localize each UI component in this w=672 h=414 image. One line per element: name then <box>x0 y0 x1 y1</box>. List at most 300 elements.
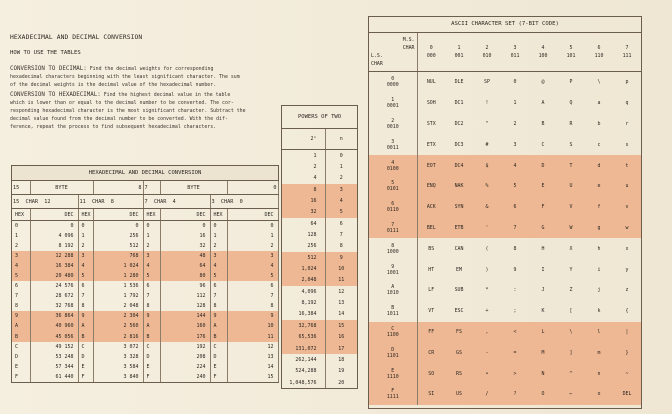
ascii-char-cell: u <box>613 176 641 197</box>
ascii-row <box>369 238 641 259</box>
dec-cell: 0 <box>30 221 78 232</box>
ms-char-header: 2 010 <box>473 33 501 72</box>
ascii-char-cell: GS <box>445 342 473 363</box>
dec-cell: 2 <box>227 241 278 251</box>
power-value: 4 <box>282 173 325 184</box>
power-value: 16,384 <box>282 309 325 320</box>
ascii-char-cell: m <box>585 342 613 363</box>
exponent-value: 3 <box>325 184 357 195</box>
ascii-char-cell: 9 <box>513 266 517 273</box>
ascii-row <box>369 114 641 135</box>
byte-header-row <box>12 181 278 195</box>
ascii-char-cell: N <box>529 363 557 384</box>
dec-cell: 64 <box>160 261 210 271</box>
dec-cell: 28 672 <box>30 291 78 301</box>
powers-grid <box>282 129 357 388</box>
dec-cell: 1 024 <box>93 261 143 271</box>
power-value: 1,048,576 <box>282 377 325 388</box>
conv-decimal-line: Find the decimal weights for corresponding <box>89 66 214 72</box>
ascii-char-cell: e <box>585 176 613 197</box>
ascii-char-cell: - <box>473 342 501 363</box>
ascii-row <box>369 363 641 384</box>
powers-row <box>282 366 357 377</box>
ascii-char-cell: F <box>529 197 557 218</box>
ascii-row <box>369 197 641 218</box>
dec-cell: 32 <box>160 241 210 251</box>
power-value: 524,288 <box>282 366 325 377</box>
ascii-char-cell: " <box>485 120 489 127</box>
powers-row <box>282 241 357 252</box>
conv-hex-heading: CONVERSION TO HEXADECIMAL: <box>10 92 101 98</box>
conv-row <box>12 352 278 362</box>
ascii-char-cell: D <box>529 155 557 176</box>
powers-row <box>282 184 357 195</box>
hex-cell: 0 <box>210 221 227 232</box>
hex-cell: B <box>210 332 227 342</box>
ascii-char-cell: H <box>541 245 545 252</box>
conv-row <box>12 231 278 241</box>
ls-char-cell: 3 0011 <box>369 134 417 155</box>
bit-label: 7 <box>143 181 160 195</box>
ascii-char-cell: J <box>541 287 545 294</box>
ascii-char-cell: + <box>485 308 489 315</box>
exponent-value: 20 <box>338 379 345 386</box>
ls-char-cell: D 1101 <box>369 342 417 363</box>
ls-char-cell: 2 0010 <box>369 114 417 135</box>
dec-cell: 16 384 <box>30 261 78 271</box>
power-value: 262,144 <box>282 354 325 365</box>
hex-cell: 2 <box>210 241 227 251</box>
ascii-char-cell: K <box>541 308 545 315</box>
ms-char-header: 4 100 <box>529 33 557 72</box>
ascii-char-cell: ← <box>557 384 585 405</box>
hex-cell: E <box>210 362 227 372</box>
dec-cell: 40 960 <box>30 321 78 331</box>
ascii-char-cell: SYN <box>445 197 473 218</box>
hex-cell: 1 <box>210 231 227 241</box>
ascii-character-set-table <box>368 16 642 409</box>
ascii-row <box>369 218 641 239</box>
ascii-char-cell: DC2 <box>454 120 464 127</box>
ascii-char-cell: ; <box>513 308 517 315</box>
hex-cell: D <box>143 352 160 362</box>
ascii-char-cell: L <box>529 322 557 343</box>
conv-hex-line: decimal value found from the decimal number to be converted. With the dif- <box>10 116 228 122</box>
exponent-value: 16 <box>325 332 357 343</box>
ascii-char-cell: SI <box>417 384 445 405</box>
ascii-char-cell: { <box>625 308 629 315</box>
dec-cell: 12 288 <box>30 251 78 261</box>
powers-row <box>282 161 357 172</box>
ascii-char-cell: U <box>557 176 585 197</box>
dec-cell: 15 <box>227 372 278 382</box>
hex-cell: 8 <box>12 301 30 311</box>
ascii-char-cell: ) <box>485 266 489 273</box>
ascii-char-cell: f <box>585 197 613 218</box>
hex-cell: 0 <box>143 221 160 232</box>
hex-cell: 6 <box>210 281 227 291</box>
col-header: HEX <box>12 209 30 221</box>
hex-cell: B <box>12 332 30 342</box>
ascii-char-cell: FF <box>417 322 445 343</box>
ascii-char-cell: ( <box>485 245 489 252</box>
col-header: DEC <box>93 209 143 221</box>
ls-char-cell: 8 1000 <box>369 238 417 259</box>
hex-cell: 8 <box>143 301 160 311</box>
char-group: 3 CHAR 0 <box>210 195 278 209</box>
ascii-char-cell: ACK <box>417 197 445 218</box>
hex-cell: F <box>12 372 30 382</box>
ascii-char-cell: B <box>541 120 545 127</box>
hex-cell: 4 <box>78 261 93 271</box>
ascii-char-cell: 6 <box>501 197 529 218</box>
power-value: 4,096 <box>282 286 325 297</box>
ascii-char-cell: • <box>473 363 501 384</box>
exponent-value: 1 <box>339 164 343 171</box>
exponent-value: 8 <box>339 243 343 250</box>
hex-cell: 2 <box>12 241 30 251</box>
col-header: DEC <box>30 209 78 221</box>
dec-cell: 0 <box>227 221 278 232</box>
ascii-char-cell: d <box>585 155 613 176</box>
ascii-char-cell: ETX <box>426 141 436 148</box>
powers-row <box>282 252 357 263</box>
conv-row <box>12 241 278 251</box>
ascii-char-cell: & <box>473 197 501 218</box>
hex-cell: F <box>210 372 227 382</box>
hex-cell: B <box>78 332 93 342</box>
ms-char-header: 7 111 <box>613 33 641 72</box>
exponent-value: 17 <box>325 343 357 354</box>
ascii-char-cell: DLE <box>454 79 464 86</box>
hex-cell: 5 <box>143 271 160 281</box>
hex-cell: A <box>210 321 227 331</box>
hex-cell: C <box>78 342 93 352</box>
ascii-char-cell: ~ <box>613 363 641 384</box>
dec-cell: 128 <box>160 301 210 311</box>
powers-header-row <box>282 129 357 150</box>
conv-row <box>12 311 278 321</box>
conv-row <box>12 251 278 261</box>
powers-title: POWERS OF TWO <box>282 106 357 129</box>
powers-row <box>282 309 357 320</box>
dec-cell: 3 328 <box>93 352 143 362</box>
col-header: HEX <box>78 209 93 221</box>
dec-cell: 14 <box>227 362 278 372</box>
ascii-char-cell: Q <box>569 100 573 107</box>
ascii-char-cell: x <box>625 245 629 252</box>
dec-cell: 6 <box>227 281 278 291</box>
ascii-char-cell: i <box>597 266 601 273</box>
ascii-row <box>369 384 641 405</box>
subtitle: HOW TO USE THE TABLES <box>10 50 81 56</box>
ms-char-header: 6 110 <box>585 33 613 72</box>
ascii-char-cell: E <box>529 176 557 197</box>
dec-cell: 144 <box>160 311 210 321</box>
hex-cell: 2 <box>78 241 93 251</box>
power-value: 128 <box>282 229 325 240</box>
power-value: 32 <box>282 207 325 218</box>
ascii-row <box>369 93 641 114</box>
powers-row <box>282 354 357 365</box>
ascii-char-cell: P <box>569 79 573 86</box>
ascii-char-cell: 5 <box>501 176 529 197</box>
hex-cell: 4 <box>143 261 160 271</box>
ascii-row <box>369 72 641 93</box>
bit-label: 0 <box>227 181 278 195</box>
ms-char-header: 1 001 <box>445 33 473 72</box>
ascii-char-cell: | <box>613 322 641 343</box>
ls-char-cell: 6 0110 <box>369 197 417 218</box>
hex-cell: E <box>78 362 93 372</box>
ascii-char-cell: p <box>625 79 629 86</box>
instructions <box>10 34 272 133</box>
hex-cell: 7 <box>143 291 160 301</box>
power-value: 1,024 <box>282 263 325 274</box>
ls-char-cell: 4 0100 <box>369 155 417 176</box>
dec-cell: 4 <box>227 261 278 271</box>
exponent-value: 13 <box>338 300 345 307</box>
dec-cell: 0 <box>93 221 143 232</box>
conv-hex-line: Find the highest decimal value in the table <box>103 92 231 98</box>
conv-row <box>12 271 278 281</box>
dec-cell: 1 280 <box>93 271 143 281</box>
exponent-value: 15 <box>325 320 357 331</box>
ms-char-label: M.S. CHAR <box>402 37 415 51</box>
ls-char-cell: 9 1001 <box>369 259 417 280</box>
hex-cell: 5 <box>78 271 93 281</box>
hex-cell: 0 <box>12 221 30 232</box>
ascii-char-cell: CAN <box>454 245 464 252</box>
dec-cell: 2 048 <box>93 301 143 311</box>
dec-cell: 20 480 <box>30 271 78 281</box>
powers-row <box>282 332 357 343</box>
powers-row <box>282 320 357 331</box>
hex-cell: D <box>78 352 93 362</box>
powers-row <box>282 286 357 297</box>
dec-cell: 11 <box>227 332 278 342</box>
ascii-char-cell: ' <box>473 218 501 239</box>
hex-dec-header-row <box>12 209 278 221</box>
ascii-char-cell: DC3 <box>454 141 464 148</box>
exponent-value: 0 <box>339 152 343 159</box>
hex-cell: 3 <box>12 251 30 261</box>
ascii-char-cell: r <box>625 120 629 127</box>
col-header: n <box>325 129 357 150</box>
dec-cell: 12 <box>227 342 278 352</box>
hex-cell: 7 <box>78 291 93 301</box>
ascii-char-cell: s <box>625 141 629 148</box>
dec-cell: 4 096 <box>30 231 78 241</box>
dec-cell: 7 <box>227 291 278 301</box>
dec-cell: 45 056 <box>30 332 78 342</box>
ascii-row <box>369 134 641 155</box>
ascii-char-cell: V <box>557 197 585 218</box>
power-value: 8,192 <box>282 297 325 308</box>
power-value: 65,536 <box>282 332 325 343</box>
conv-hex-paragraph <box>10 91 272 131</box>
ascii-char-cell: 2 <box>513 120 517 127</box>
ascii-char-cell: RS <box>445 363 473 384</box>
hex-cell: 5 <box>210 271 227 281</box>
conv-table-title: HEXADECIMAL AND DECIMAL CONVERSION <box>12 166 278 181</box>
powers-row <box>282 263 357 274</box>
ascii-grid <box>369 33 641 405</box>
ascii-char-cell: z <box>625 287 629 294</box>
ascii-char-cell: ^ <box>557 363 585 384</box>
hex-cell: 9 <box>78 311 93 321</box>
ascii-char-cell: # <box>485 141 489 148</box>
hex-cell: F <box>143 372 160 382</box>
ascii-char-cell: US <box>445 384 473 405</box>
ms-char-header: 3 011 <box>501 33 529 72</box>
ascii-char-cell: ESC <box>454 308 464 315</box>
dec-cell: 13 <box>227 352 278 362</box>
ascii-char-cell: LF <box>428 287 435 294</box>
hex-cell: F <box>78 372 93 382</box>
ls-char-cell: B 1011 <box>369 301 417 322</box>
ms-char-header: 5 101 <box>557 33 585 72</box>
dec-cell: 240 <box>160 372 210 382</box>
conv-row <box>12 261 278 271</box>
conv-hex-line: responding hexadecimal character is the most significant character. Subtract the <box>10 108 246 114</box>
dec-cell: 3 072 <box>93 342 143 352</box>
exponent-value: 2 <box>339 175 343 182</box>
ascii-char-cell: g <box>585 218 613 239</box>
ls-char-label: L.S. CHAR <box>371 53 383 67</box>
exponent-value: 5 <box>325 207 357 218</box>
ascii-char-cell: SP <box>484 79 490 86</box>
ascii-char-cell: = <box>501 342 529 363</box>
byte-label: BYTE <box>160 181 227 195</box>
ascii-row <box>369 322 641 343</box>
ascii-char-cell: 0 <box>513 79 517 86</box>
ascii-char-cell: O <box>529 384 557 405</box>
exponent-value: 19 <box>338 368 345 375</box>
dec-cell: 3 <box>227 251 278 261</box>
hex-cell: E <box>12 362 30 372</box>
hex-cell: 5 <box>12 271 30 281</box>
hex-cell: 4 <box>210 261 227 271</box>
dec-cell: 1 792 <box>93 291 143 301</box>
hex-cell: A <box>78 321 93 331</box>
ascii-char-cell: > <box>501 363 529 384</box>
conv-row <box>12 301 278 311</box>
ascii-char-cell: < <box>501 322 529 343</box>
ascii-char-cell: o <box>585 384 613 405</box>
hex-cell: C <box>143 342 160 352</box>
ascii-char-cell: SUB <box>454 287 464 294</box>
dec-cell: 2 560 <box>93 321 143 331</box>
ascii-row <box>369 155 641 176</box>
exponent-value: 4 <box>325 195 357 206</box>
ascii-char-cell: j <box>597 287 601 294</box>
dec-cell: 49 152 <box>30 342 78 352</box>
ascii-char-cell: ] <box>557 342 585 363</box>
ascii-char-cell: ! <box>485 100 489 107</box>
ascii-char-cell: a <box>597 100 601 107</box>
char-group: 7 CHAR 4 <box>143 195 210 209</box>
hex-cell: 6 <box>78 281 93 291</box>
ascii-char-cell: ? <box>501 384 529 405</box>
ms-char-header: 0 000 <box>417 33 445 72</box>
col-header: HEX <box>143 209 160 221</box>
dec-cell: 8 192 <box>30 241 78 251</box>
ascii-row <box>369 176 641 197</box>
ascii-char-cell: k <box>597 308 601 315</box>
ascii-char-cell: % <box>473 176 501 197</box>
hex-dec-conversion-table <box>11 165 279 383</box>
dec-cell: 32 768 <box>30 301 78 311</box>
hex-cell: 1 <box>143 231 160 241</box>
col-header: DEC <box>160 209 210 221</box>
dec-cell: 512 <box>93 241 143 251</box>
ascii-char-cell: FS <box>445 322 473 343</box>
powers-row <box>282 195 357 206</box>
ascii-char-cell: W <box>557 218 585 239</box>
ls-char-cell: 7 0111 <box>369 218 417 239</box>
dec-cell: 24 576 <box>30 281 78 291</box>
ascii-char-cell: NUL <box>426 79 436 86</box>
exponent-value: 18 <box>338 356 345 363</box>
hex-cell: 1 <box>12 231 30 241</box>
exponent-value: 10 <box>325 263 357 274</box>
ascii-char-cell: 1 <box>513 100 517 107</box>
dec-cell: 192 <box>160 342 210 352</box>
bit-label: 8 <box>93 181 143 195</box>
ascii-char-cell: SO <box>417 363 445 384</box>
dec-cell: 208 <box>160 352 210 362</box>
hex-cell: A <box>12 321 30 331</box>
ascii-char-cell: VT <box>428 308 435 315</box>
dec-cell: 96 <box>160 281 210 291</box>
exponent-value: 9 <box>325 252 357 263</box>
dec-cell: 224 <box>160 362 210 372</box>
dec-cell: 768 <box>93 251 143 261</box>
exponent-value: 7 <box>339 232 343 239</box>
ascii-char-cell: \ <box>597 79 601 86</box>
ascii-char-cell: Z <box>569 287 573 294</box>
ascii-char-cell: c <box>597 141 601 148</box>
powers-row <box>282 229 357 240</box>
ascii-char-cell: BEL <box>417 218 445 239</box>
dec-cell: 36 864 <box>30 311 78 321</box>
dec-cell: 256 <box>93 231 143 241</box>
powers-row <box>282 275 357 286</box>
ascii-char-cell: t <box>613 155 641 176</box>
ls-char-cell: A 1010 <box>369 280 417 301</box>
hex-cell: 7 <box>12 291 30 301</box>
ascii-char-cell: } <box>613 342 641 363</box>
col-header: DEC <box>227 209 278 221</box>
dec-cell: 5 <box>227 271 278 281</box>
ascii-char-cell: ENQ <box>417 176 445 197</box>
bit-label: 15 <box>12 181 30 195</box>
conv-row <box>12 291 278 301</box>
ascii-char-cell: Y <box>569 266 573 273</box>
ascii-char-cell: b <box>597 120 601 127</box>
power-value: 256 <box>282 241 325 252</box>
conv-row <box>12 362 278 372</box>
hex-cell: C <box>210 342 227 352</box>
conv-row <box>12 342 278 352</box>
ascii-char-cell: CR <box>417 342 445 363</box>
hex-cell: 4 <box>12 261 30 271</box>
ascii-char-cell: \ <box>557 322 585 343</box>
ascii-row <box>369 301 641 322</box>
ascii-char-cell: $ <box>473 155 501 176</box>
ls-char-cell: 0 0000 <box>369 72 417 93</box>
